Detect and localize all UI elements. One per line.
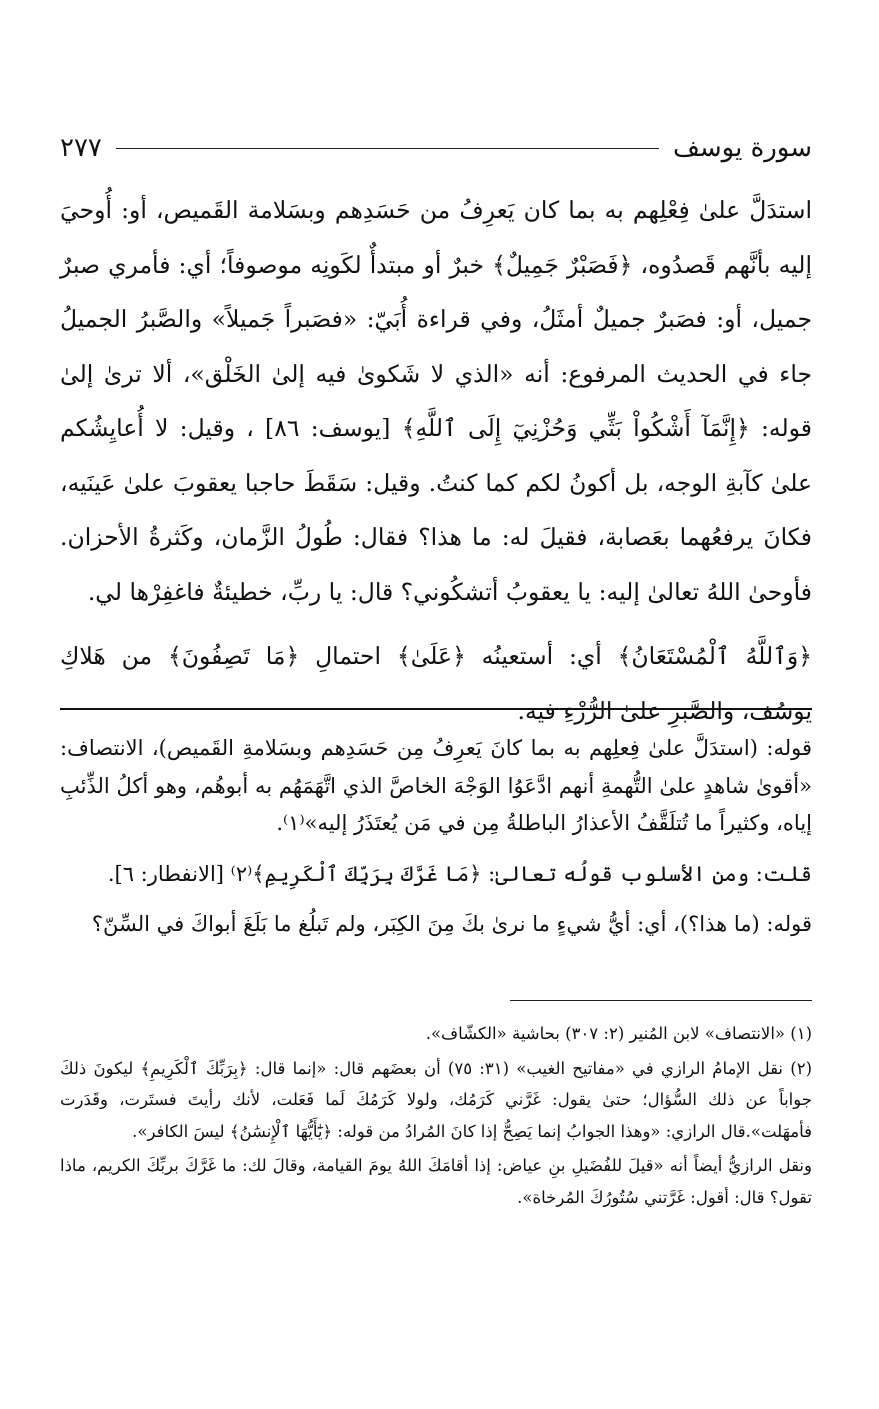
header-rule <box>116 148 659 149</box>
surah-title: سورة يوسف <box>672 133 812 163</box>
main-text <box>60 183 812 738</box>
page-header <box>60 128 812 168</box>
footnotes <box>60 1018 812 1213</box>
footnote: (١) «الانتصاف» لابن المُنير (٢: ٣٠٧) بحاشية «الكشّاف». <box>425 1024 812 1043</box>
commentary-paragraph: قوله: (ما هذا؟)، أي: أيُّ شيءٍ ما نرىٰ بكَ مِنَ الكِبَر، ولم تَبلُغ ما بَلَغَ أبواكَ في السِّنّ؟ <box>91 912 812 936</box>
page-number: ٢٧٧ <box>60 133 102 163</box>
footnote-rule <box>510 1000 812 1001</box>
commentary-paragraph: قلت: ومن الأسلوب قولُه تعالىٰ: ﴿مَا غَرَّكَ بِرَبِّكَ ٱلْكَرِيمِ﴾⁽٢⁾ [الانفطار: ٦]. <box>107 861 812 886</box>
main-paragraph: ﴿وَٱللَّهُ ٱلْمُسْتَعَانُ﴾ أي: أستعينُه ﴿عَلَىٰ﴾ احتمالِ ﴿مَا تَصِفُونَ﴾ من هَلاكِ يوسُف، والصَّبرِ علىٰ الرُّزْءِ فيه. <box>60 642 812 725</box>
commentary-paragraph: قوله: (استدَلَّ علىٰ فِعلِهم به بما كانَ يَعرِفُ مِن حَسَدِهم وبسَلامةِ القَميص)، الانتصاف: «أقوىٰ شاهدٍ علىٰ التُّهمةِ أنهم ادَّعَوُا الوَجْهَ الخاصَّ الذي اتَّهَمَهُم به أبوهُم، وهو أكلُ الذِّئبِ إياه، وكثيراً ما تُتلَقَّفُ الأعذارُ الباطلةُ مِن في مَن يُعتَذَرُ إليه»⁽١⁾. <box>60 736 812 835</box>
footnote: (٢) نقل الإمامُ الرازي في «مفاتيح الغيب» (٣١: ٧٥) أن بعضَهم قال: «إنما قال: ﴿بِرَبِّكَ ٱلْكَرِيمِ﴾ ليكونَ ذلكَ جواباً عن ذلك السُّؤال؛ حتىٰ يقول: غَرَّني كَرَمُك، ولولا كَرَمُكَ لَما فَعَلت، لأنك رأيتَ فستَرت، وقَدَرت فأمهَلت».قال الرازي: «وهذا الجوابُ إنما يَصِحُّ إذا كانَ المُرادُ من قوله: ﴿يَٰٓأَيُّهَا ٱلْإِنسَٰنُ﴾ ليسَ الكافر». <box>60 1058 812 1141</box>
commentary <box>60 730 812 944</box>
main-paragraph: استدَلَّ علىٰ فِعْلِهم به بما كان يَعرِفُ من حَسَدِهم وبسَلامة القَميص، أو: أُوحيَ إليه بأنَّهم قَصدُوه، ﴿فَصَبْرٌ جَمِيلٌ﴾ خبرٌ أو مبتدأٌ لكَونِه موصوفاً؛ أي: فأمري صبرٌ جميل، أو: فصَبرٌ جميلٌ أمثَلُ، وفي قراءة أُبَيّ: «فصَبراً جَميلاً» والصَّبرُ الجميلُ جاء في الحديث المرفوع: أنه «الذي لا شَكوىٰ فيه إلىٰ الخَلْق»، ألا ترىٰ إلىٰ قوله: ﴿إِنَّمَآ أَشْكُواْ بَثِّي وَحُزْنِيٓ إِلَى ٱللَّهِ﴾ [يوسف: ٨٦] ، وقيل: لا أُعايِشُكم علىٰ كآبةِ الوجه، بل أكونُ لكم كما كنتُ. وقيل: سَقَطَ حاجبا يعقوبَ علىٰ عَينَيه، فكانَ يرفعُهما بعَصابة، فقيلَ له: ما هذا؟ فقال: طُولُ الزَّمان، وكَثرةُ الأحزان. فأوحىٰ اللهُ تعالىٰ إليه: يا يعقوبُ أتشكُوني؟ قال: يا ربِّ، خطيئةٌ فاغفِرْها لي. <box>60 196 812 606</box>
commentary-divider <box>60 708 812 710</box>
footnote: ونقل الرازيُّ أيضاً أنه «قيلَ للفُضَيلِ بنِ عياض: إذا أقامَكَ اللهُ يومَ القيامة، وقالَ لك: ما غَرَّكَ بربِّكَ الكريم، ماذا تقول؟ قال: أقول: غَرَّتني سُتُورُكَ المُرخاة». <box>60 1156 812 1207</box>
